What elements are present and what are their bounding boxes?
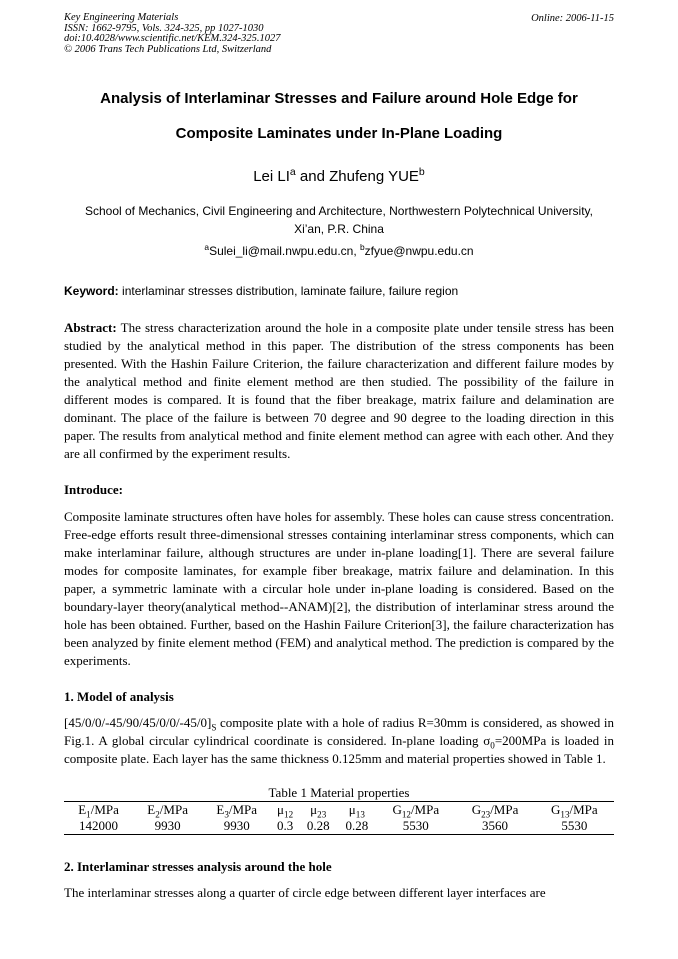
- layup: [45/0/0/-45/90/45/0/0/-45/0]: [64, 715, 212, 730]
- section2-heading: 2. Interlaminar stresses analysis around the hole: [64, 859, 332, 874]
- paper-title-line2: Composite Laminates under In-Plane Loading: [175, 125, 503, 142]
- table-cell: 142000: [79, 818, 119, 833]
- table-cell: 3560: [482, 818, 509, 833]
- header-line: doi:10.4028/www.scientific.net/KEM.324-325.1027: [64, 33, 281, 44]
- affiliation: [40, 202, 638, 238]
- column-header: $\mu_{23}$: [310, 802, 327, 820]
- text: composite plate with a hole of radius R=30mm is considered, as showed in Fig.1. A global circular cylindrical coordinate is considered. In-plane loading: [64, 715, 614, 748]
- text: =200MPa is loaded in composite plate. Each layer has the same thickness 0.125mm and material properties showed in Table 1.: [64, 733, 614, 766]
- sigma-symbol: σ: [483, 733, 491, 748]
- author-name: Zhufeng YUE: [329, 168, 419, 185]
- keywords: [64, 284, 458, 298]
- material-table: [64, 801, 614, 835]
- column-header: $\mu_{12}$: [277, 802, 294, 820]
- column-header: $G_{13}$/MPa: [551, 802, 598, 820]
- header-line: © 2006 Trans Tech Publications Ltd, Switzerland: [64, 43, 272, 55]
- column-header: $\mu_{13}$: [348, 802, 365, 820]
- table-cell: 9930: [154, 818, 181, 833]
- section1-paragraph: [64, 714, 614, 768]
- table-caption: Table 1 Material properties: [268, 785, 410, 800]
- header-line: Key Engineering Materials: [64, 12, 179, 23]
- online-date: Online: 2006-11-15: [531, 13, 614, 24]
- section1-heading: 1. Model of analysis: [64, 689, 174, 704]
- affil-mark: a: [289, 166, 296, 178]
- authors: [40, 168, 638, 185]
- paper-title-line1: Analysis of Interlaminar Stresses and Failure around Hole Edge for: [100, 90, 578, 107]
- affil-mark: b: [418, 166, 425, 178]
- emails: [40, 244, 638, 258]
- abstract-text: The stress characterization around the hole in a composite plate under tensile stress has been studied by the analytical method in this paper. The distribution of the stress components has been presented. With the Hashin Failure Criterion, the failure characterization and different failure modes by the analytical method and finite element method are then studied. The possibility of the failure in different modes is compared. It is found that the fiber breakage, matrix failure and delamination are dominant. The place of the failure is between 70 degree and 90 degree to the loading direction in this paper. The results from analytical method and finite element method can agree with each other. And they are all confirmed by the experiment results.: [64, 320, 614, 461]
- abstract: [64, 319, 614, 463]
- keyword-label: Keyword:: [64, 284, 119, 298]
- and-text: and: [295, 168, 330, 185]
- table-cell: 0.3: [276, 818, 294, 833]
- affiliation-line: School of Mechanics, Civil Engineering and Architecture, Northwestern Polytechnical University,: [84, 204, 593, 218]
- table-header-row: [64, 802, 614, 819]
- affil-mark: a: [204, 242, 210, 252]
- column-header: $E_3$/MPa: [216, 802, 258, 820]
- author-name: Lei LI: [253, 168, 290, 185]
- keyword-text: interlaminar stresses distribution, laminate failure, failure region: [118, 284, 459, 298]
- header-line: ISSN: 1662-9795, Vols. 324-325, pp 1027-1030: [64, 22, 264, 34]
- layup-sub: S: [211, 722, 217, 733]
- introduce-paragraph: Composite laminate structures often have holes for assembly. These holes can cause stress concentration. Free-edge efforts result three-dimensional stresses containing interlaminar stress components, which can make interlaminar failure, although structures are under in-plane loading[1]. There are several failure modes for composite laminates, for example fiber breakage, matrix failure and delamination. In this paper, a symmetric laminate with a circular hole under in-plane loading is considered. Based on the boundary-layer theory(analytical method--ANAM)[2], the distribution of interlaminar stress around the hole has been obtained. Further, based on the Hashin Failure Criterion[3], the failure characterization has been analyzed by finite element method (FEM) and analytical method. The prediction is compared by the experiments.: [64, 509, 614, 668]
- affil-mark: b: [360, 242, 365, 252]
- table-cell: 0.28: [306, 818, 330, 833]
- column-header: $G_{12}$/MPa: [392, 802, 440, 820]
- affiliation-line: Xi’an, P.R. China: [294, 222, 384, 236]
- column-header: $E_2$/MPa: [147, 802, 188, 820]
- section2-paragraph: The interlaminar stresses along a quarter of circle edge between different layer interfaces are: [64, 885, 546, 900]
- column-header: $G_{23}$/MPa: [471, 802, 519, 820]
- sigma-sub: 0: [490, 740, 495, 751]
- table-cell: 0.28: [345, 818, 369, 833]
- email-link[interactable]: Sulei_li@mail.nwpu.edu.cn,: [209, 244, 360, 258]
- email-link[interactable]: zfyue@nwpu.edu.cn: [364, 244, 474, 258]
- column-header: $E_1$/MPa: [78, 802, 119, 820]
- table-cell: 5530: [402, 818, 429, 833]
- journal-header: [64, 13, 281, 55]
- table-row: [64, 818, 614, 835]
- table-cell: 9930: [223, 818, 250, 833]
- introduce-heading: Introduce:: [64, 482, 123, 497]
- table-cell: 5530: [561, 818, 588, 833]
- abstract-label: Abstract:: [64, 320, 117, 335]
